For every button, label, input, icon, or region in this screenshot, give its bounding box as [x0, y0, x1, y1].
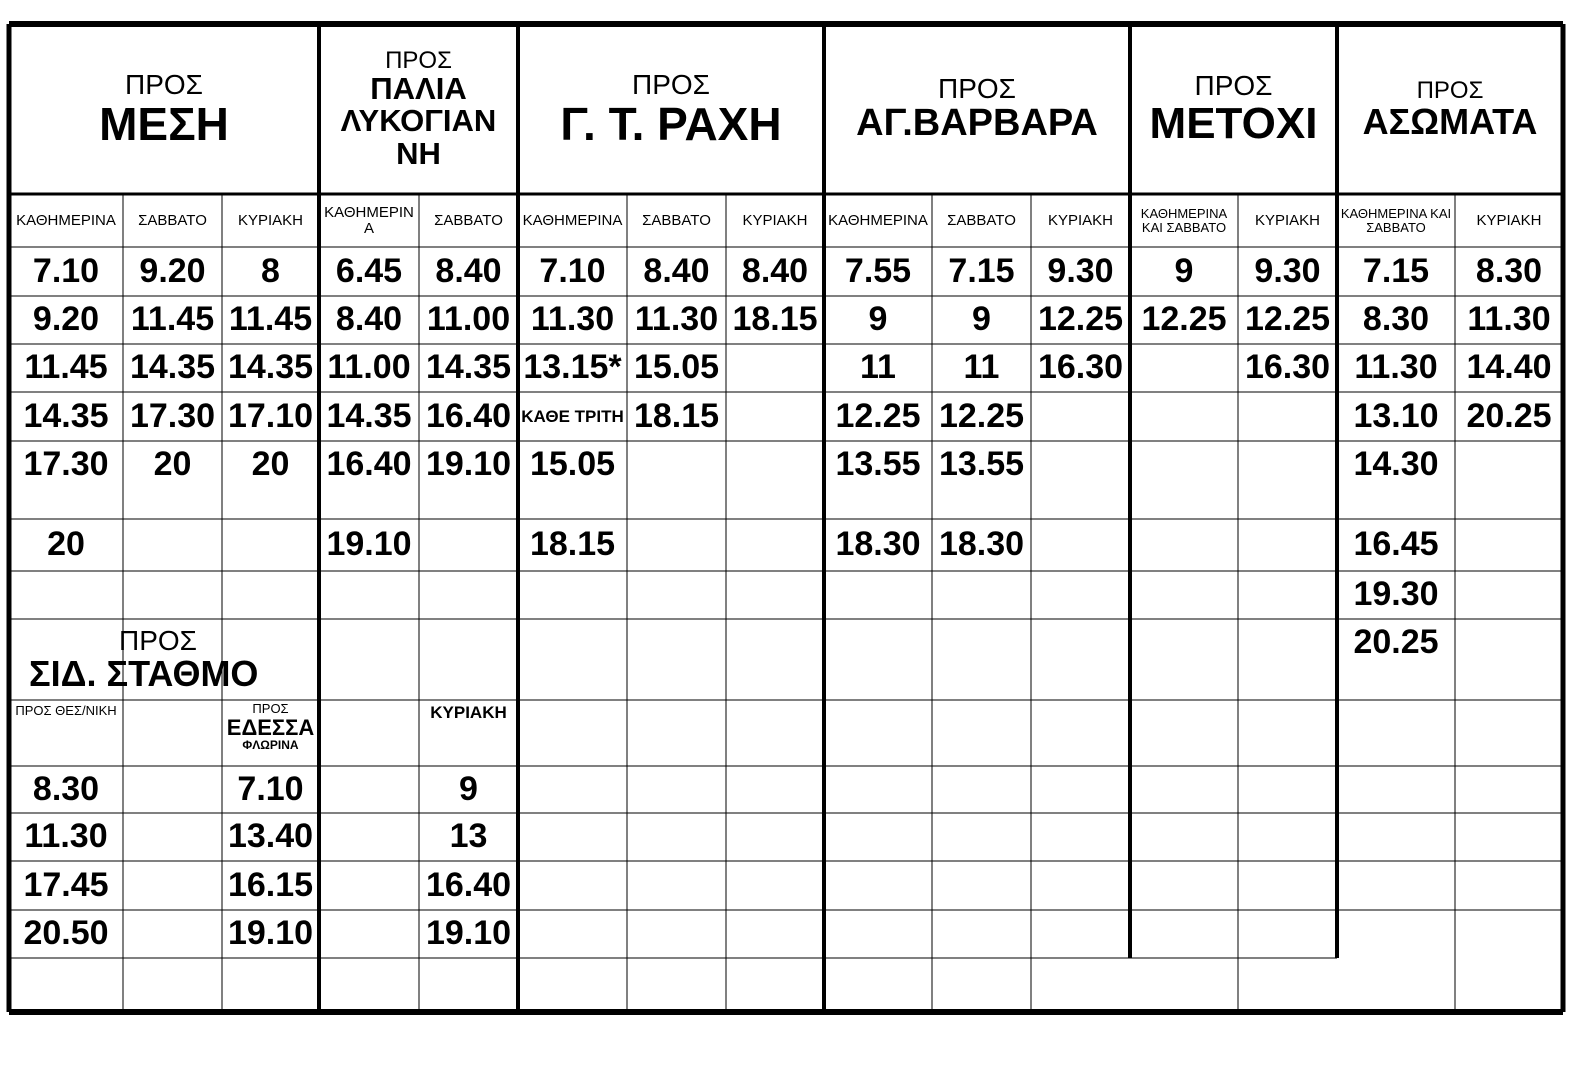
- departure-time: 7.15: [1362, 251, 1430, 290]
- departure-time: 15.05: [529, 445, 616, 484]
- departure-time: 18.30: [938, 525, 1025, 564]
- departure-time: 17.30: [23, 445, 109, 484]
- departure-time: 18.15: [633, 396, 720, 435]
- departure-time: 16.30: [1037, 348, 1124, 387]
- departure-time: 9.20: [32, 300, 100, 339]
- departure-time: 8.40: [643, 251, 710, 290]
- station-departure-time: 19.10: [425, 914, 512, 953]
- departure-time: 20.25: [1466, 396, 1552, 435]
- departure-time: 14.35: [326, 396, 412, 435]
- departure-time: 17.30: [129, 396, 216, 435]
- departure-time: 9.30: [1254, 251, 1321, 290]
- departure-time: 11: [963, 348, 1000, 387]
- departure-time: 19.10: [326, 525, 412, 564]
- day-label: ΚΥΡΙΑΚΗ: [742, 211, 808, 229]
- route-pros-label: ΠΡΟΣ: [385, 46, 452, 74]
- station-departure-time: 13.40: [227, 817, 314, 856]
- station-departure-time: 20.50: [23, 914, 109, 953]
- day-label: ΚΑΘΗΜΕΡΙΝΑ: [828, 211, 928, 229]
- day-label: ΣΑΒΒΑΤΟ: [947, 211, 1016, 229]
- route-destination: ΜΕΤΟΧΙ: [1149, 98, 1318, 148]
- day-label: ΣΑΒΒΑΤΟ: [642, 211, 711, 229]
- day-label: ΚΑΘΗΜΕΡΙΝΑ ΚΑΙ ΣΑΒΒΑΤΟ: [1140, 205, 1228, 235]
- day-label: ΣΑΒΒΑΤΟ: [138, 211, 207, 229]
- departure-time: 20: [153, 445, 192, 484]
- station-departure-time: 9: [459, 769, 478, 808]
- departure-time: 16.40: [326, 445, 412, 484]
- departure-time: 12.25: [1244, 300, 1331, 339]
- departure-time: 9: [972, 300, 991, 339]
- departure-time: 9.30: [1047, 251, 1114, 290]
- departure-time: 16.45: [1353, 525, 1439, 564]
- route-header-palia: [319, 24, 518, 194]
- departure-time: 12.25: [1141, 300, 1227, 339]
- departure-time: 12.25: [835, 396, 921, 435]
- departure-time: 18.30: [835, 525, 921, 564]
- station-sunday-label: ΚΥΡΙΑΚΗ: [430, 702, 507, 722]
- station-departure-time: 17.45: [23, 865, 109, 904]
- departure-time: 11.45: [228, 300, 313, 339]
- departure-time: 14.35: [129, 348, 216, 387]
- route-destination: Γ. Τ. ΡΑΧΗ: [560, 97, 782, 150]
- route-destination: ΑΓ.ΒΑΡΒΑΡΑ: [856, 101, 1098, 144]
- departure-time: 11.30: [1467, 300, 1551, 339]
- station-edessa-sub: ΦΛΩΡΙΝΑ: [242, 737, 299, 752]
- departure-time: 14.30: [1353, 445, 1439, 484]
- day-label: ΚΑΘΗΜΕΡΙΝ Α: [324, 203, 414, 237]
- departure-time: 8.40: [335, 300, 403, 339]
- departure-time: 13.15*: [523, 348, 622, 387]
- departure-time: 19.30: [1353, 575, 1439, 614]
- day-label: ΚΥΡΙΑΚΗ: [1047, 211, 1114, 229]
- departure-time: 11.00: [327, 348, 411, 387]
- station-edessa-pros: ΠΡΟΣ: [252, 701, 289, 716]
- departure-time: 18.15: [732, 300, 818, 339]
- station-departure-time: 16.15: [227, 865, 314, 904]
- departure-time: 11: [860, 348, 896, 387]
- departure-time: 16.30: [1244, 348, 1331, 387]
- departure-time: 14.35: [425, 348, 512, 387]
- route-destination: ΜΕΣΗ: [99, 97, 229, 150]
- route-pros-label: ΠΡΟΣ: [1416, 76, 1484, 104]
- day-label: ΣΑΒΒΑΤΟ: [434, 211, 503, 229]
- station-pros-label: ΠΡΟΣ: [119, 624, 197, 656]
- day-label: ΚΥΡΙΑΚΗ: [237, 211, 304, 229]
- departure-time: 13.55: [835, 445, 921, 484]
- day-label: ΚΥΡΙΑΚΗ: [1476, 211, 1542, 229]
- departure-time: 9: [1174, 251, 1194, 290]
- departure-time: 15.05: [633, 348, 720, 387]
- departure-time: 7.10: [32, 251, 100, 290]
- station-departure-time: 16.40: [425, 865, 512, 904]
- day-label: ΚΑΘΗΜΕΡΙΝΑ: [522, 211, 623, 229]
- departure-time: 9: [868, 300, 888, 339]
- departure-time: 20: [251, 445, 290, 484]
- departure-time: 11.45: [130, 300, 215, 339]
- departure-time: 7.10: [539, 251, 606, 290]
- station-departure-time: 13: [449, 817, 488, 856]
- route-pros-label: ΠΡΟΣ: [938, 73, 1016, 105]
- departure-time: 8: [261, 251, 280, 290]
- departure-time: 20: [47, 525, 85, 564]
- day-label: ΚΑΘΗΜΕΡΙΝΑ: [16, 211, 116, 229]
- route-destination: ΑΣΩΜΑΤΑ: [1362, 100, 1538, 142]
- departure-time: 13.10: [1353, 396, 1439, 435]
- station-edessa-name: ΕΔΕΣΣΑ: [226, 714, 315, 740]
- station-departure-time: 11.30: [24, 817, 108, 856]
- departure-time: 6.45: [335, 251, 403, 290]
- departure-time: 8.40: [435, 251, 502, 290]
- route-pros-label: ΠΡΟΣ: [632, 69, 710, 101]
- departure-time: 9.20: [139, 251, 206, 290]
- departure-time: 7.15: [948, 251, 1015, 290]
- departure-time: 14.35: [23, 396, 109, 435]
- departure-time: ΚΑΘΕ ΤΡΙΤΗ: [521, 406, 624, 426]
- route-header-mesi: [9, 24, 319, 194]
- station-departure-time: 7.10: [237, 769, 304, 808]
- departure-time: 11.00: [426, 300, 511, 339]
- departure-time: 11.45: [24, 348, 108, 387]
- departure-time: 12.25: [938, 396, 1025, 435]
- day-label: ΚΑΘΗΜΕΡΙΝΑ ΚΑΙ ΣΑΒΒΑΤΟ: [1340, 205, 1452, 235]
- departure-time: 17.10: [227, 396, 314, 435]
- route-pros-label: ΠΡΟΣ: [125, 69, 203, 101]
- departure-time: 11.30: [530, 300, 615, 339]
- departure-time: 8.30: [1362, 300, 1430, 339]
- route-pros-label: ΠΡΟΣ: [1194, 70, 1273, 102]
- departure-time: 12.25: [1037, 300, 1124, 339]
- departure-time: 8.30: [1475, 251, 1543, 290]
- departure-time: 18.15: [529, 525, 616, 564]
- departure-time: 11.30: [634, 300, 719, 339]
- departure-time: 19.10: [425, 445, 512, 484]
- route-destination: ΠΑΛΙΑ ΛΥΚΟΓΙΑΝ ΝΗ: [340, 70, 497, 171]
- route-header-metoxi: [1130, 24, 1337, 194]
- departure-time: 13.55: [938, 445, 1025, 484]
- station-thessaloniki-label: ΠΡΟΣ ΘΕΣ/ΝΙΚΗ: [15, 703, 117, 718]
- station-edessa-label: [222, 700, 319, 766]
- day-label: ΚΥΡΙΑΚΗ: [1254, 211, 1321, 229]
- route-header-raxi: [518, 24, 824, 194]
- route-header-asomata: [1337, 24, 1563, 194]
- station-departure-time: 19.10: [227, 914, 314, 953]
- departure-time: 7.55: [844, 251, 912, 290]
- station-destination: ΣΙΔ. ΣΤΑΘΜΟ: [29, 653, 259, 695]
- departure-time: 20.25: [1353, 623, 1439, 662]
- departure-time: 14.40: [1466, 348, 1552, 387]
- route-header-varvara: [824, 24, 1130, 194]
- departure-time: 14.35: [227, 348, 314, 387]
- departure-time: 11.30: [1354, 348, 1438, 387]
- departure-time: 8.40: [741, 251, 809, 290]
- departure-time: 16.40: [425, 396, 512, 435]
- station-departure-time: 8.30: [32, 769, 100, 808]
- station-header: [29, 619, 319, 700]
